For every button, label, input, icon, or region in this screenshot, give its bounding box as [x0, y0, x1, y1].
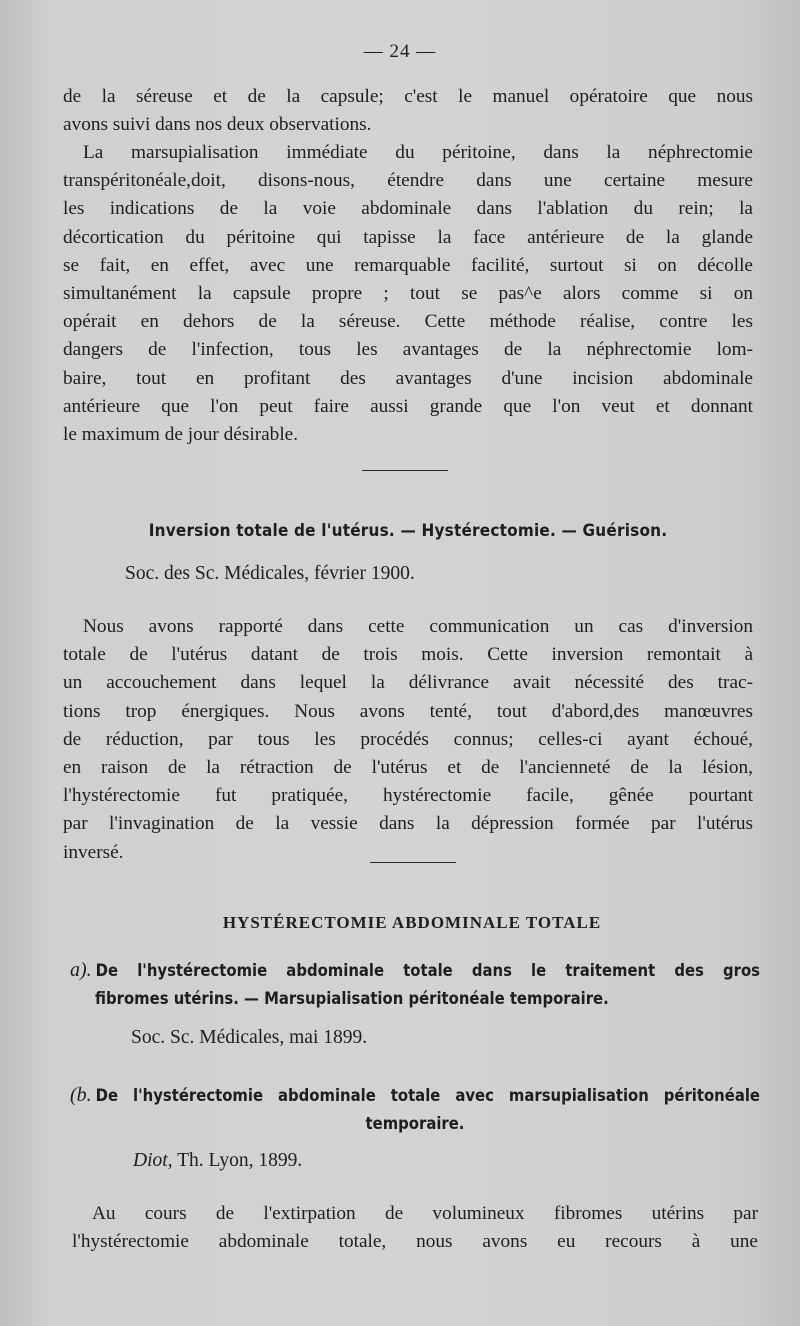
subsection-title-line: temporaire. [365, 1114, 465, 1133]
text-line: le maximum de jour désirable. [63, 424, 299, 446]
text-line: opérait en dehors de la séreuse. Cette méthode réalise, contre les [63, 311, 753, 333]
subsection-title-line: De l'hystérectomie abdominale totale dans le traitement des gros [95, 961, 760, 980]
text-line: avons suivi dans nos deux observations. [63, 114, 372, 136]
text-line: simultanément la capsule propre ; tout se pas^e alors comme si on [63, 283, 753, 305]
text-line: décortication du péritoine qui tapisse la face antérieure de la glande [63, 226, 753, 248]
text-line: La marsupialisation immédiate du péritoine, dans la néphrectomie [83, 142, 753, 163]
page-number: — 24 — [363, 41, 437, 62]
text-line: inversé. [63, 841, 124, 863]
text-line: baire, tout en profitant des avantages d'une incision abdominale [63, 367, 753, 389]
text-line: Nous avons rapporté dans cette communication un cas d'inversion [83, 616, 753, 637]
text-line: l'hystérectomie fut pratiquée, hystérectomie facile, gênée pourtant [63, 785, 753, 807]
subsection-title-line: De l'hystérectomie abdominale totale avec marsupialisation péritonéale [95, 1086, 760, 1105]
text-line: de la séreuse et de la capsule; c'est le manuel opératoire que nous [63, 86, 753, 107]
text-line: par l'invagination de la vessie dans la dépression formée par l'utérus [63, 813, 753, 835]
subsection-title-line: fibromes utérins. — Marsupialisation péritonéale temporaire. [95, 989, 609, 1008]
citation: Soc. des Sc. Médicales, février 1900. [125, 563, 415, 584]
section-divider [362, 470, 448, 471]
subsection-label: a). [70, 959, 92, 981]
text-line: un accouchement dans lequel la délivrance avait nécessité des trac- [63, 672, 753, 694]
text-line: totale de l'utérus datant de trois mois. Cette inversion remontait à [63, 644, 753, 666]
citation: Soc. Sc. Médicales, mai 1899. [131, 1027, 368, 1048]
paragraph-continuation [63, 83, 753, 139]
text-line: antérieure que l'on peut faire aussi grande que l'on veut et donnant [63, 395, 753, 417]
paragraph-marsupialisation [63, 139, 753, 449]
section-title-inversion: Inversion totale de l'utérus. — Hystérectomie. — Guérison. [148, 521, 668, 541]
section-divider [370, 862, 456, 863]
text-line: tions trop énergiques. Nous avons tenté, tout d'abord,des manœuvres [63, 700, 753, 722]
subsection-b [70, 1081, 760, 1138]
text-line: les indications de la voie abdominale dans l'ablation du rein; la [63, 198, 753, 220]
subsection-label: (b. [70, 1084, 92, 1106]
section-title-hysterectomie: HYSTÉRECTOMIE ABDOMINALE TOTALE [222, 913, 602, 932]
text-line: l'hystérectomie abdominale totale, nous avons eu recours à une [72, 1231, 758, 1253]
paragraph-fibromes [72, 1200, 758, 1256]
citation [133, 1150, 302, 1172]
citation-source: , Th. Lyon, 1899. [167, 1150, 303, 1171]
text-line: de réduction, par tous les procédés connus; celles-ci ayant échoué, [63, 728, 753, 750]
subsection-a [70, 956, 760, 1013]
citation-author: Diot [133, 1150, 168, 1171]
text-line: en raison de la rétraction de l'utérus et de l'ancienneté de la lésion, [63, 757, 753, 779]
text-line: Au cours de l'extirpation de volumineux fibromes utérins par [92, 1203, 758, 1224]
text-line: dangers de l'infection, tous les avantages de la néphrectomie lom- [63, 339, 753, 361]
text-line: transpéritonéale,doit, disons-nous, étendre dans une certaine mesure [63, 170, 753, 192]
text-line: se fait, en effet, avec une remarquable facilité, surtout si on décolle [63, 254, 753, 276]
paragraph-inversion [63, 613, 753, 867]
